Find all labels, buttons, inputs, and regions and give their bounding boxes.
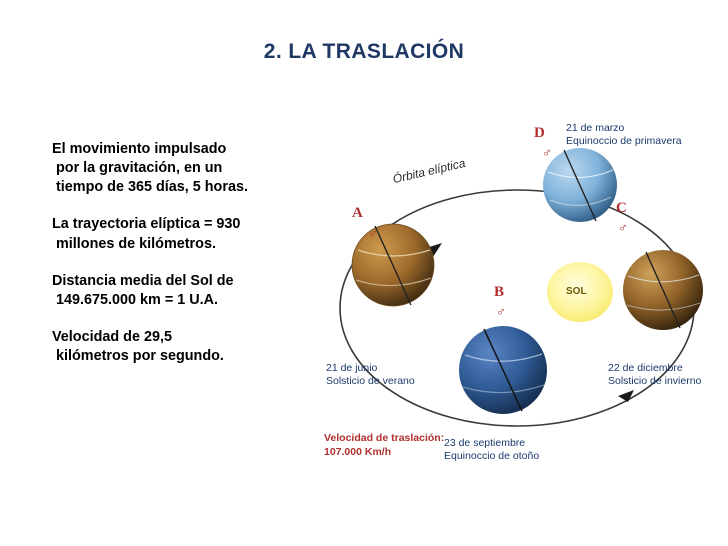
page-title: 2. LA TRASLACIÓN bbox=[263, 40, 465, 63]
position-c-date-line: 22 de diciembre bbox=[608, 362, 683, 374]
paragraph-4-line-1: Velocidad de 29,5 bbox=[52, 329, 172, 346]
position-c-symbol-icon: ♂ bbox=[618, 220, 628, 235]
translation-speed-line-2: 107.000 Km/h bbox=[324, 445, 392, 458]
paragraph-1-line-2: por la gravitación, en un bbox=[56, 160, 223, 177]
position-b-event-line: Equinoccio de otoño bbox=[444, 450, 540, 463]
paragraph-2 bbox=[52, 215, 314, 253]
paragraph-2-line-2: millones de kilómetros. bbox=[56, 235, 216, 252]
paragraph-1-line-3: tiempo de 365 días, 5 horas. bbox=[56, 179, 248, 196]
position-d-date-line: 21 de marzo bbox=[566, 122, 625, 134]
position-d-date bbox=[566, 122, 682, 148]
earth-orbit-diagram bbox=[318, 100, 716, 500]
translation-speed-line-1: Velocidad de traslación: bbox=[324, 432, 445, 444]
paragraph-3-line-2: 149.675.000 km = 1 U.A. bbox=[56, 291, 219, 308]
position-c-event-line: Solsticio de invierno bbox=[608, 375, 702, 388]
description-text-block bbox=[52, 140, 314, 384]
paragraph-4 bbox=[52, 328, 314, 366]
paragraph-4-line-2: kilómetros por segundo. bbox=[56, 348, 224, 365]
position-d-letter: D bbox=[534, 125, 545, 141]
position-a-date bbox=[326, 362, 415, 388]
position-c-date bbox=[608, 362, 701, 388]
position-d-symbol-icon: ♂ bbox=[542, 145, 552, 160]
position-d-event-line: Equinoccio de primavera bbox=[566, 135, 682, 148]
position-b-letter: B bbox=[494, 284, 505, 300]
position-a-symbol-icon: ♂ bbox=[368, 226, 378, 241]
paragraph-1 bbox=[52, 140, 314, 197]
translation-speed-note bbox=[324, 432, 444, 459]
paragraph-1-line-1: El movimiento impulsado bbox=[52, 141, 227, 157]
position-b-date-line: 23 de septiembre bbox=[444, 437, 526, 449]
paragraph-3-line-1: Distancia media del Sol de bbox=[52, 272, 234, 289]
position-b-date bbox=[444, 437, 539, 463]
paragraph-3 bbox=[52, 272, 314, 310]
position-b-symbol-icon: ♂ bbox=[496, 304, 506, 319]
position-a-letter: A bbox=[352, 205, 363, 221]
paragraph-2-line-1: La trayectoria elíptica = 930 bbox=[52, 216, 241, 233]
position-c-letter: C bbox=[616, 200, 627, 216]
orbit-caption: Órbita elíptica bbox=[391, 155, 467, 187]
position-a-date-line: 21 de junio bbox=[326, 362, 378, 374]
position-a-event-line: Solsticio de verano bbox=[326, 375, 415, 388]
sun-label: SOL bbox=[566, 286, 587, 297]
